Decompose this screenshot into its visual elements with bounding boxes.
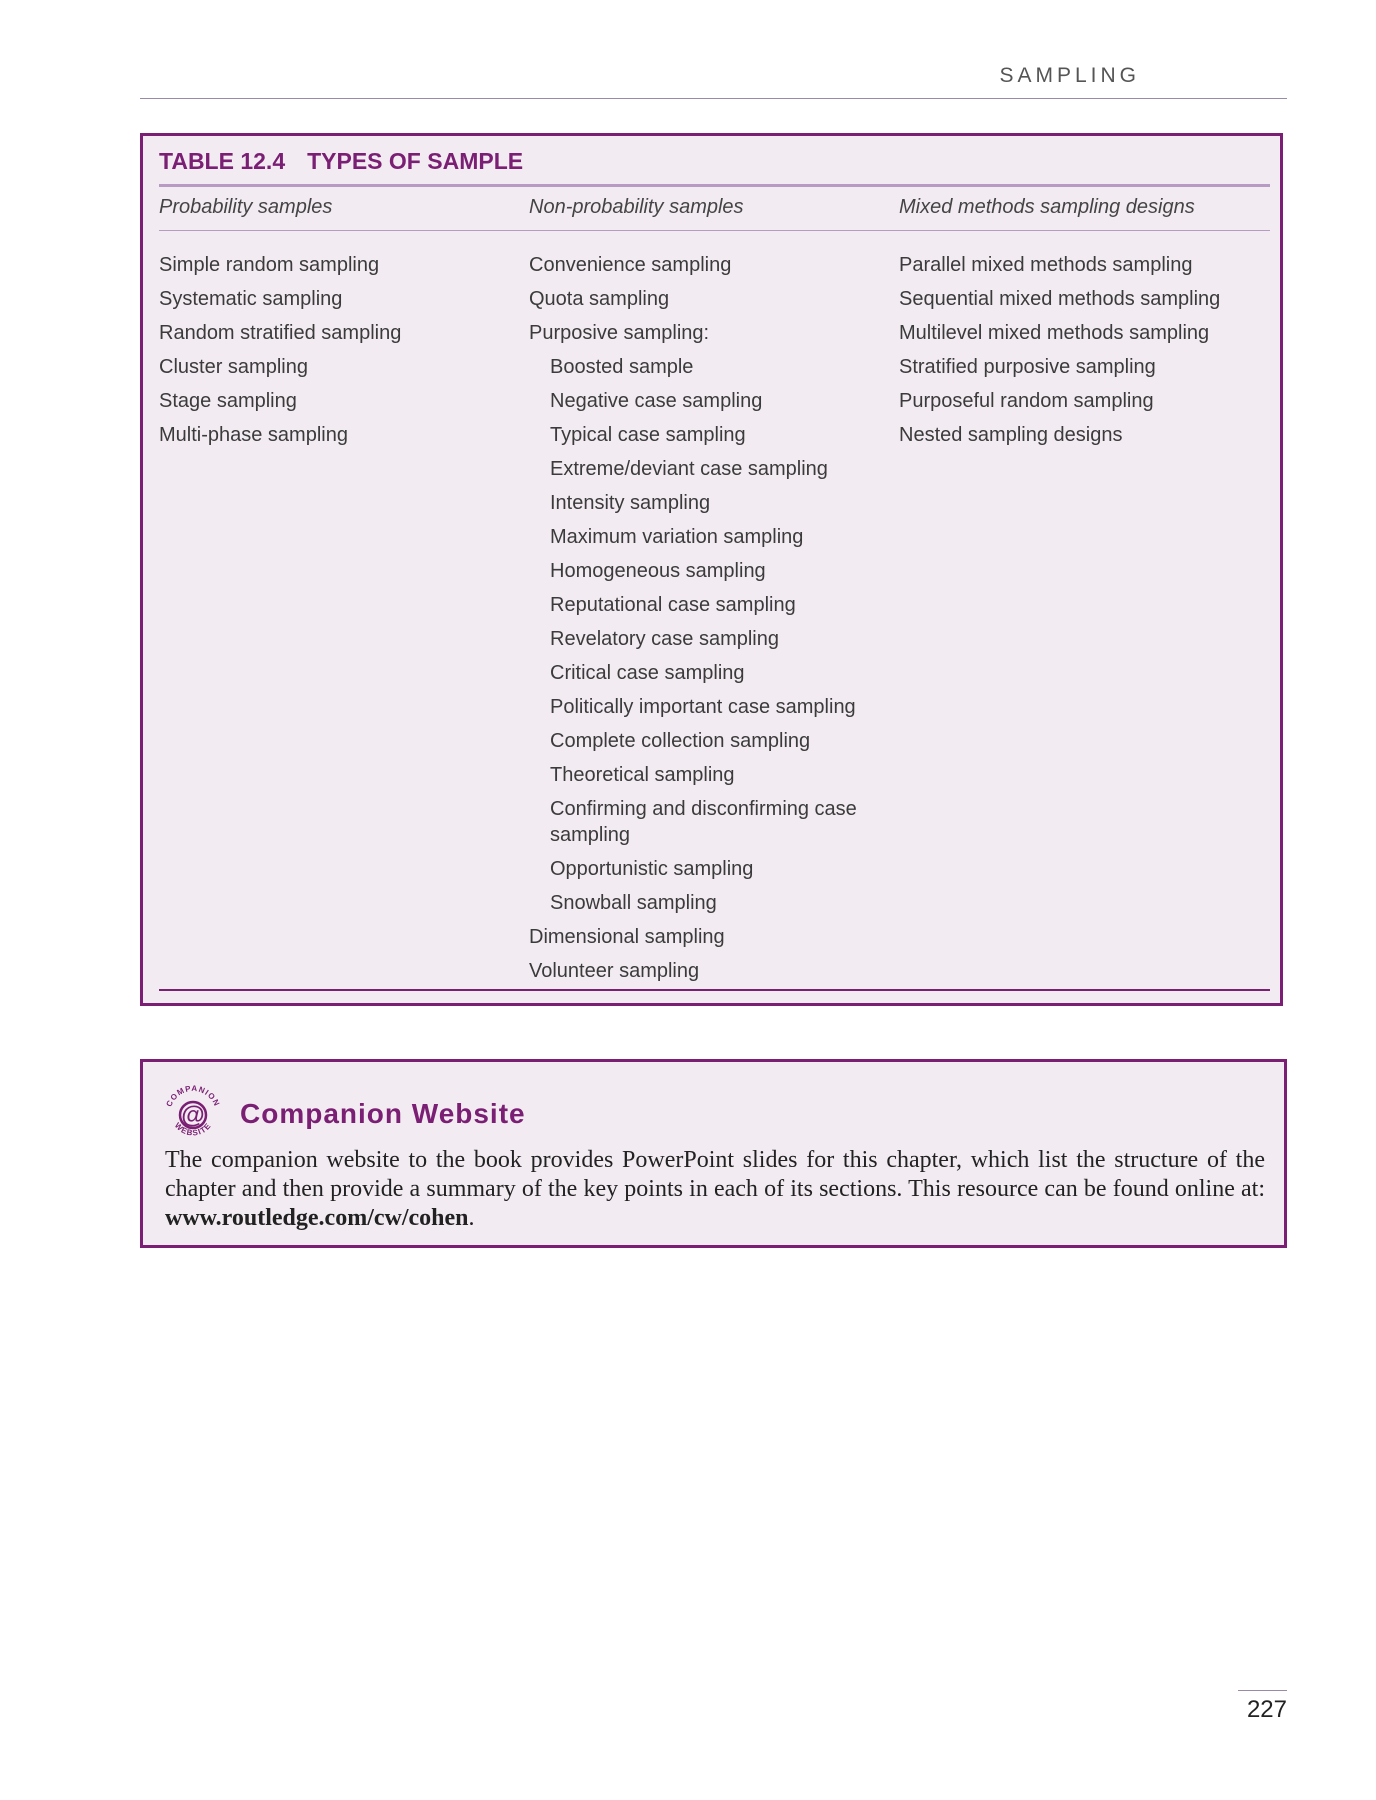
companion-website-box (140, 1059, 1287, 1248)
sub-list-item: Politically important case sampling (550, 696, 856, 718)
sub-list-item: Opportunistic sampling (550, 858, 754, 880)
sub-list-item: Maximum variation sampling (550, 526, 804, 548)
list-item: Quota sampling (529, 288, 670, 310)
list-item: Volunteer sampling (529, 960, 700, 982)
sub-list-item: Theoretical sampling (550, 764, 735, 786)
companion-title: Companion Website (240, 1098, 526, 1129)
page-number: 227 (1246, 1696, 1287, 1723)
sub-list-item: Snowball sampling (550, 892, 717, 914)
list-item: Parallel mixed methods sampling (899, 254, 1193, 276)
non-probability-column (529, 248, 890, 988)
sub-list-item: Negative case sampling (550, 390, 763, 412)
running-head: SAMPLING (999, 64, 1140, 87)
sub-list-item: Complete collection sampling (550, 730, 811, 752)
list-item: Multilevel mixed methods sampling (899, 322, 1210, 344)
table-bottom-rule (159, 989, 1270, 991)
sub-list-item: Revelatory case sampling (550, 628, 779, 650)
sub-list-item: Boosted sample (550, 356, 694, 378)
list-item: Simple random sampling (159, 254, 380, 276)
logo-bottom-text: WEBSITE (172, 1120, 214, 1138)
sub-list-item: Homogeneous sampling (550, 560, 766, 582)
list-item: Purposive sampling: (529, 322, 710, 344)
list-item: Systematic sampling (159, 288, 343, 310)
header-rule (140, 98, 1287, 99)
list-item: Random stratified sampling (159, 322, 402, 344)
list-item: Dimensional sampling (529, 926, 725, 948)
companion-description: The companion website to the book provides PowerPoint slides for this chapter, which list the structure of the chapter and then provide a summary of the key points in each of its sections. This resource can be found online at: (165, 1147, 1265, 1202)
table-top-rule (159, 184, 1270, 187)
table-number: TABLE 12.4 (159, 148, 286, 174)
list-item: Nested sampling designs (899, 424, 1123, 446)
column-header-non-probability: Non-probability samples (529, 196, 744, 218)
logo-at-symbol: @ (181, 1102, 205, 1129)
list-item: Stage sampling (159, 390, 297, 412)
companion-website-logo-icon (161, 1082, 225, 1146)
column-header-probability: Probability samples (159, 196, 333, 218)
logo-top-text: COMPANION (164, 1083, 222, 1109)
companion-url-link[interactable]: www.routledge.com/cw/cohen (165, 1205, 469, 1231)
sub-list-item: Confirming and disconfirming case sampling (550, 798, 857, 846)
table-header-rule (159, 230, 1270, 231)
list-item: Stratified purposive sampling (899, 356, 1156, 378)
sub-list-item: Typical case sampling (550, 424, 746, 446)
table-title (159, 148, 523, 175)
sub-list-item: Critical case sampling (550, 662, 745, 684)
list-item: Purposeful random sampling (899, 390, 1154, 412)
types-of-sample-table (140, 133, 1283, 1006)
mixed-methods-column (899, 248, 1220, 452)
companion-text-end: . (468, 1205, 475, 1231)
sub-list-item: Reputational case sampling (550, 594, 796, 616)
probability-column (159, 248, 401, 452)
companion-text (165, 1146, 1265, 1233)
list-item: Convenience sampling (529, 254, 732, 276)
sub-list-item: Extreme/deviant case sampling (550, 458, 828, 480)
page-number-rule (1238, 1690, 1287, 1691)
list-item: Cluster sampling (159, 356, 308, 378)
list-item: Multi-phase sampling (159, 424, 348, 446)
table-caption: TYPES OF SAMPLE (307, 148, 524, 174)
list-item: Sequential mixed methods sampling (899, 288, 1221, 310)
sub-list-item: Intensity sampling (550, 492, 711, 514)
column-header-mixed: Mixed methods sampling designs (899, 196, 1195, 218)
